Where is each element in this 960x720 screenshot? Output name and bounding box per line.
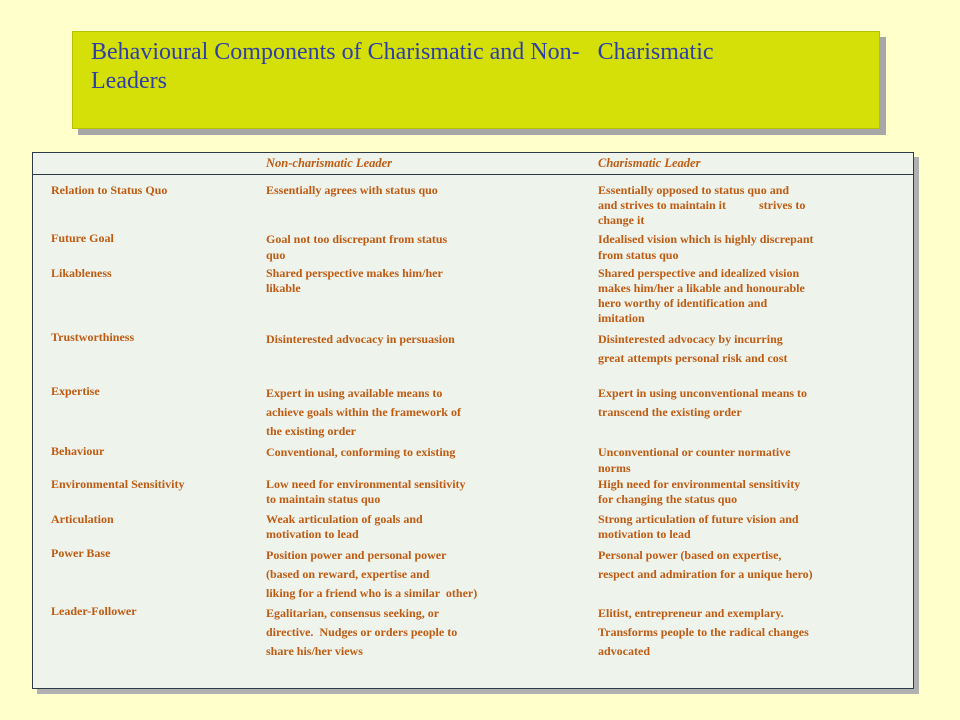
row-label: Power Base xyxy=(51,546,111,560)
non-charismatic-cell: Disinterested advocacy in persuasion xyxy=(266,332,455,346)
non-charismatic-cell: Egalitarian, consensus seeking, or directive. Nudges or orders people to share his/her views xyxy=(266,606,458,658)
non-charismatic-cell: Expert in using available means to achieve goals within the framework of the existing order xyxy=(266,386,461,438)
row-label: Environmental Sensitivity xyxy=(51,477,185,491)
charismatic-cell: Disinterested advocacy by incurring great attempts personal risk and cost xyxy=(598,332,788,365)
row-label: Expertise xyxy=(51,384,100,398)
charismatic-cell: Expert in using unconventional means to transcend the existing order xyxy=(598,386,808,419)
charismatic-cell: Elitist, entrepreneur and exemplary. Transforms people to the radical changes advocated xyxy=(598,606,809,658)
comparison-table xyxy=(32,152,914,689)
row-label: Behaviour xyxy=(51,444,105,458)
non-charismatic-cell: Essentially agrees with status quo xyxy=(266,183,438,197)
row-label: Articulation xyxy=(51,512,114,526)
header-non-charismatic: Non-charismatic Leader xyxy=(266,156,393,170)
charismatic-cell: Shared perspective and idealized vision makes him/her a likable and honourable hero worthy of identification and imitation xyxy=(598,266,805,325)
row-label: Leader-Follower xyxy=(51,604,137,618)
non-charismatic-cell: Low need for environmental sensitivity to maintain status quo xyxy=(266,477,466,506)
charismatic-cell: Personal power (based on expertise, respect and admiration for a unique hero) xyxy=(598,548,813,581)
non-charismatic-cell: Weak articulation of goals and motivation to lead xyxy=(266,512,423,541)
charismatic-cell: Idealised vision which is highly discrepant from status quo xyxy=(598,232,814,262)
charismatic-cell: Essentially opposed to status quo and and strives to maintain it strives to change it xyxy=(598,183,806,227)
row-label: Trustworthiness xyxy=(51,330,135,344)
row-label: Future Goal xyxy=(51,231,114,245)
header-charismatic: Charismatic Leader xyxy=(598,156,701,170)
non-charismatic-cell: Position power and personal power (based on reward, expertise and liking for a friend who is a similar other) xyxy=(266,548,478,600)
row-label: Likableness xyxy=(51,266,112,280)
title-box xyxy=(72,31,880,129)
non-charismatic-cell: Shared perspective makes him/her likable xyxy=(266,266,443,295)
slide-title: Behavioural Components of Charismatic and Non- Charismatic Leaders xyxy=(91,39,714,94)
non-charismatic-cell: Conventional, conforming to existing xyxy=(266,445,456,459)
charismatic-cell: High need for environmental sensitivity for changing the status quo xyxy=(598,477,801,506)
header-divider xyxy=(33,174,913,175)
charismatic-cell: Strong articulation of future vision and motivation to lead xyxy=(598,512,799,541)
non-charismatic-cell: Goal not too discrepant from status quo xyxy=(266,232,448,262)
charismatic-cell: Unconventional or counter normative norms xyxy=(598,445,791,475)
row-label: Relation to Status Quo xyxy=(51,183,168,197)
